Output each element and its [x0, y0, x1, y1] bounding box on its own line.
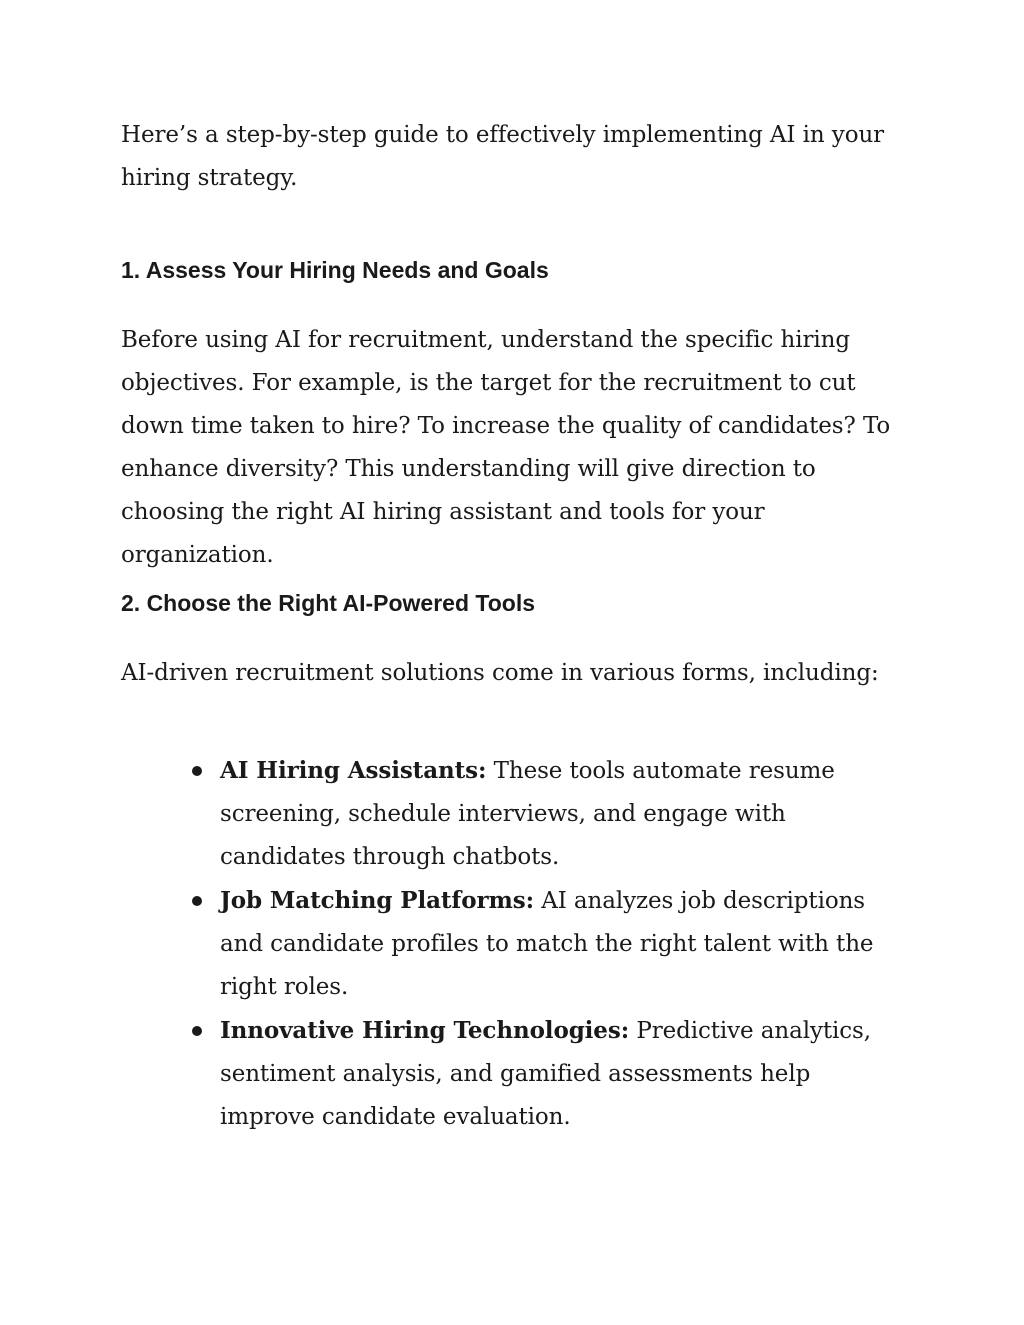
list-item	[190, 1009, 910, 1139]
bullet-icon	[192, 896, 202, 906]
list-item-description: These tools automate resume screening, schedule interviews, and engage with candidates through chatbots.	[220, 758, 835, 870]
list-item-term: AI Hiring Assistants:	[220, 757, 487, 784]
tools-list	[190, 749, 910, 1139]
section-heading-choose-tools: 2. Choose the Right AI-Powered Tools	[121, 590, 536, 616]
section-heading-assess-needs: 1. Assess Your Hiring Needs and Goals	[121, 257, 549, 283]
bullet-icon	[192, 1026, 202, 1036]
list-item-description: AI analyzes job descriptions and candidate profiles to match the right talent with the right roles.	[220, 888, 874, 1000]
section-body-choose-tools: AI-driven recruitment solutions come in various forms, including:	[121, 660, 879, 686]
list-item-term: Job Matching Platforms:	[220, 887, 534, 914]
list-item	[190, 749, 910, 879]
list-item-term: Innovative Hiring Technologies:	[220, 1017, 630, 1044]
list-item-description: Predictive analytics, sentiment analysis, and gamified assessments help improve candidate evaluation.	[220, 1018, 871, 1130]
list-item	[190, 879, 910, 1009]
section-body-assess-needs: Before using AI for recruitment, understand the specific hiring objectives. For example, is the target for the recruitment to cut down time taken to hire? To increase the quality of candidates? To enhance diversity? This understanding will give direction to choosing the right AI hiring assistant and tools for your organization.	[121, 327, 891, 568]
intro-paragraph: Here’s a step-by-step guide to effectively implementing AI in your hiring strategy.	[121, 122, 885, 191]
bullet-icon	[192, 766, 202, 776]
